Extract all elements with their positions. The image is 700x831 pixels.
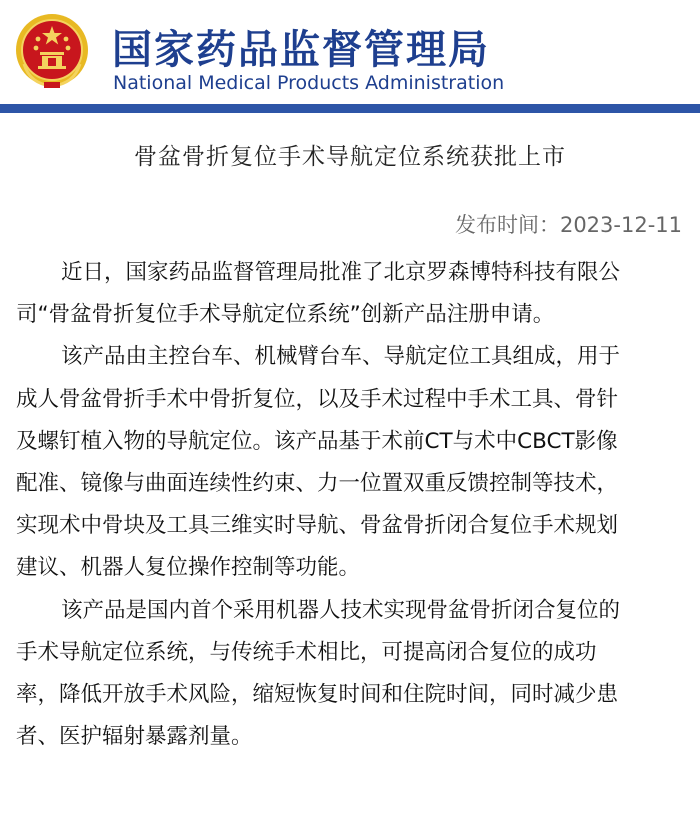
text-line: 实现术中骨块及工具三维实时导航、骨盆骨折闭合复位手术规划 [16, 513, 619, 539]
text-line: 率，降低开放手术风险，缩短恢复时间和住院时间，同时减少患 [16, 682, 619, 708]
text-line: 手术导航定位系统，与传统手术相比，可提高闭合复位的成功 [16, 639, 597, 665]
text-line: 及螺钉植入物的导航定位。该产品基于术前CT与术中CBCT影像 [16, 428, 618, 454]
article-title: 骨盆骨折复位手术导航定位系统获批上市 [134, 144, 566, 170]
publish-date: 发布时间：2023-12-11 [454, 213, 682, 237]
text-line: 近日，国家药品监督管理局批准了北京罗森博特科技有限公 [61, 260, 621, 285]
article-body [16, 252, 688, 758]
text-line: 者、医护辐射暴露剂量。 [16, 724, 253, 750]
org-name-cn: 国家药品监督管理局 [112, 27, 490, 73]
text-line: 司“骨盆骨折复位手术导航定位系统”创新产品注册申请。 [16, 302, 555, 328]
text-line: 建议、机器人复位操作控制等功能。 [16, 555, 361, 581]
paragraph [16, 252, 688, 336]
paragraph [16, 590, 688, 759]
org-name-en: National Medical Products Administration [113, 72, 505, 94]
text-line: 该产品由主控台车、机械臂台车、导航定位工具组成，用于 [61, 344, 621, 370]
header-divider [0, 104, 700, 113]
national-emblem-icon [14, 12, 90, 92]
site-header [0, 0, 700, 104]
paragraph [16, 336, 688, 589]
text-line: 配准、镜像与曲面连续性约束、力一位置双重反馈控制等技术， [16, 471, 619, 497]
text-line: 该产品是国内首个采用机器人技术实现骨盆骨折闭合复位的 [61, 597, 621, 623]
text-line: 成人骨盆骨折手术中骨折复位，以及手术过程中手术工具、骨针 [16, 386, 619, 412]
